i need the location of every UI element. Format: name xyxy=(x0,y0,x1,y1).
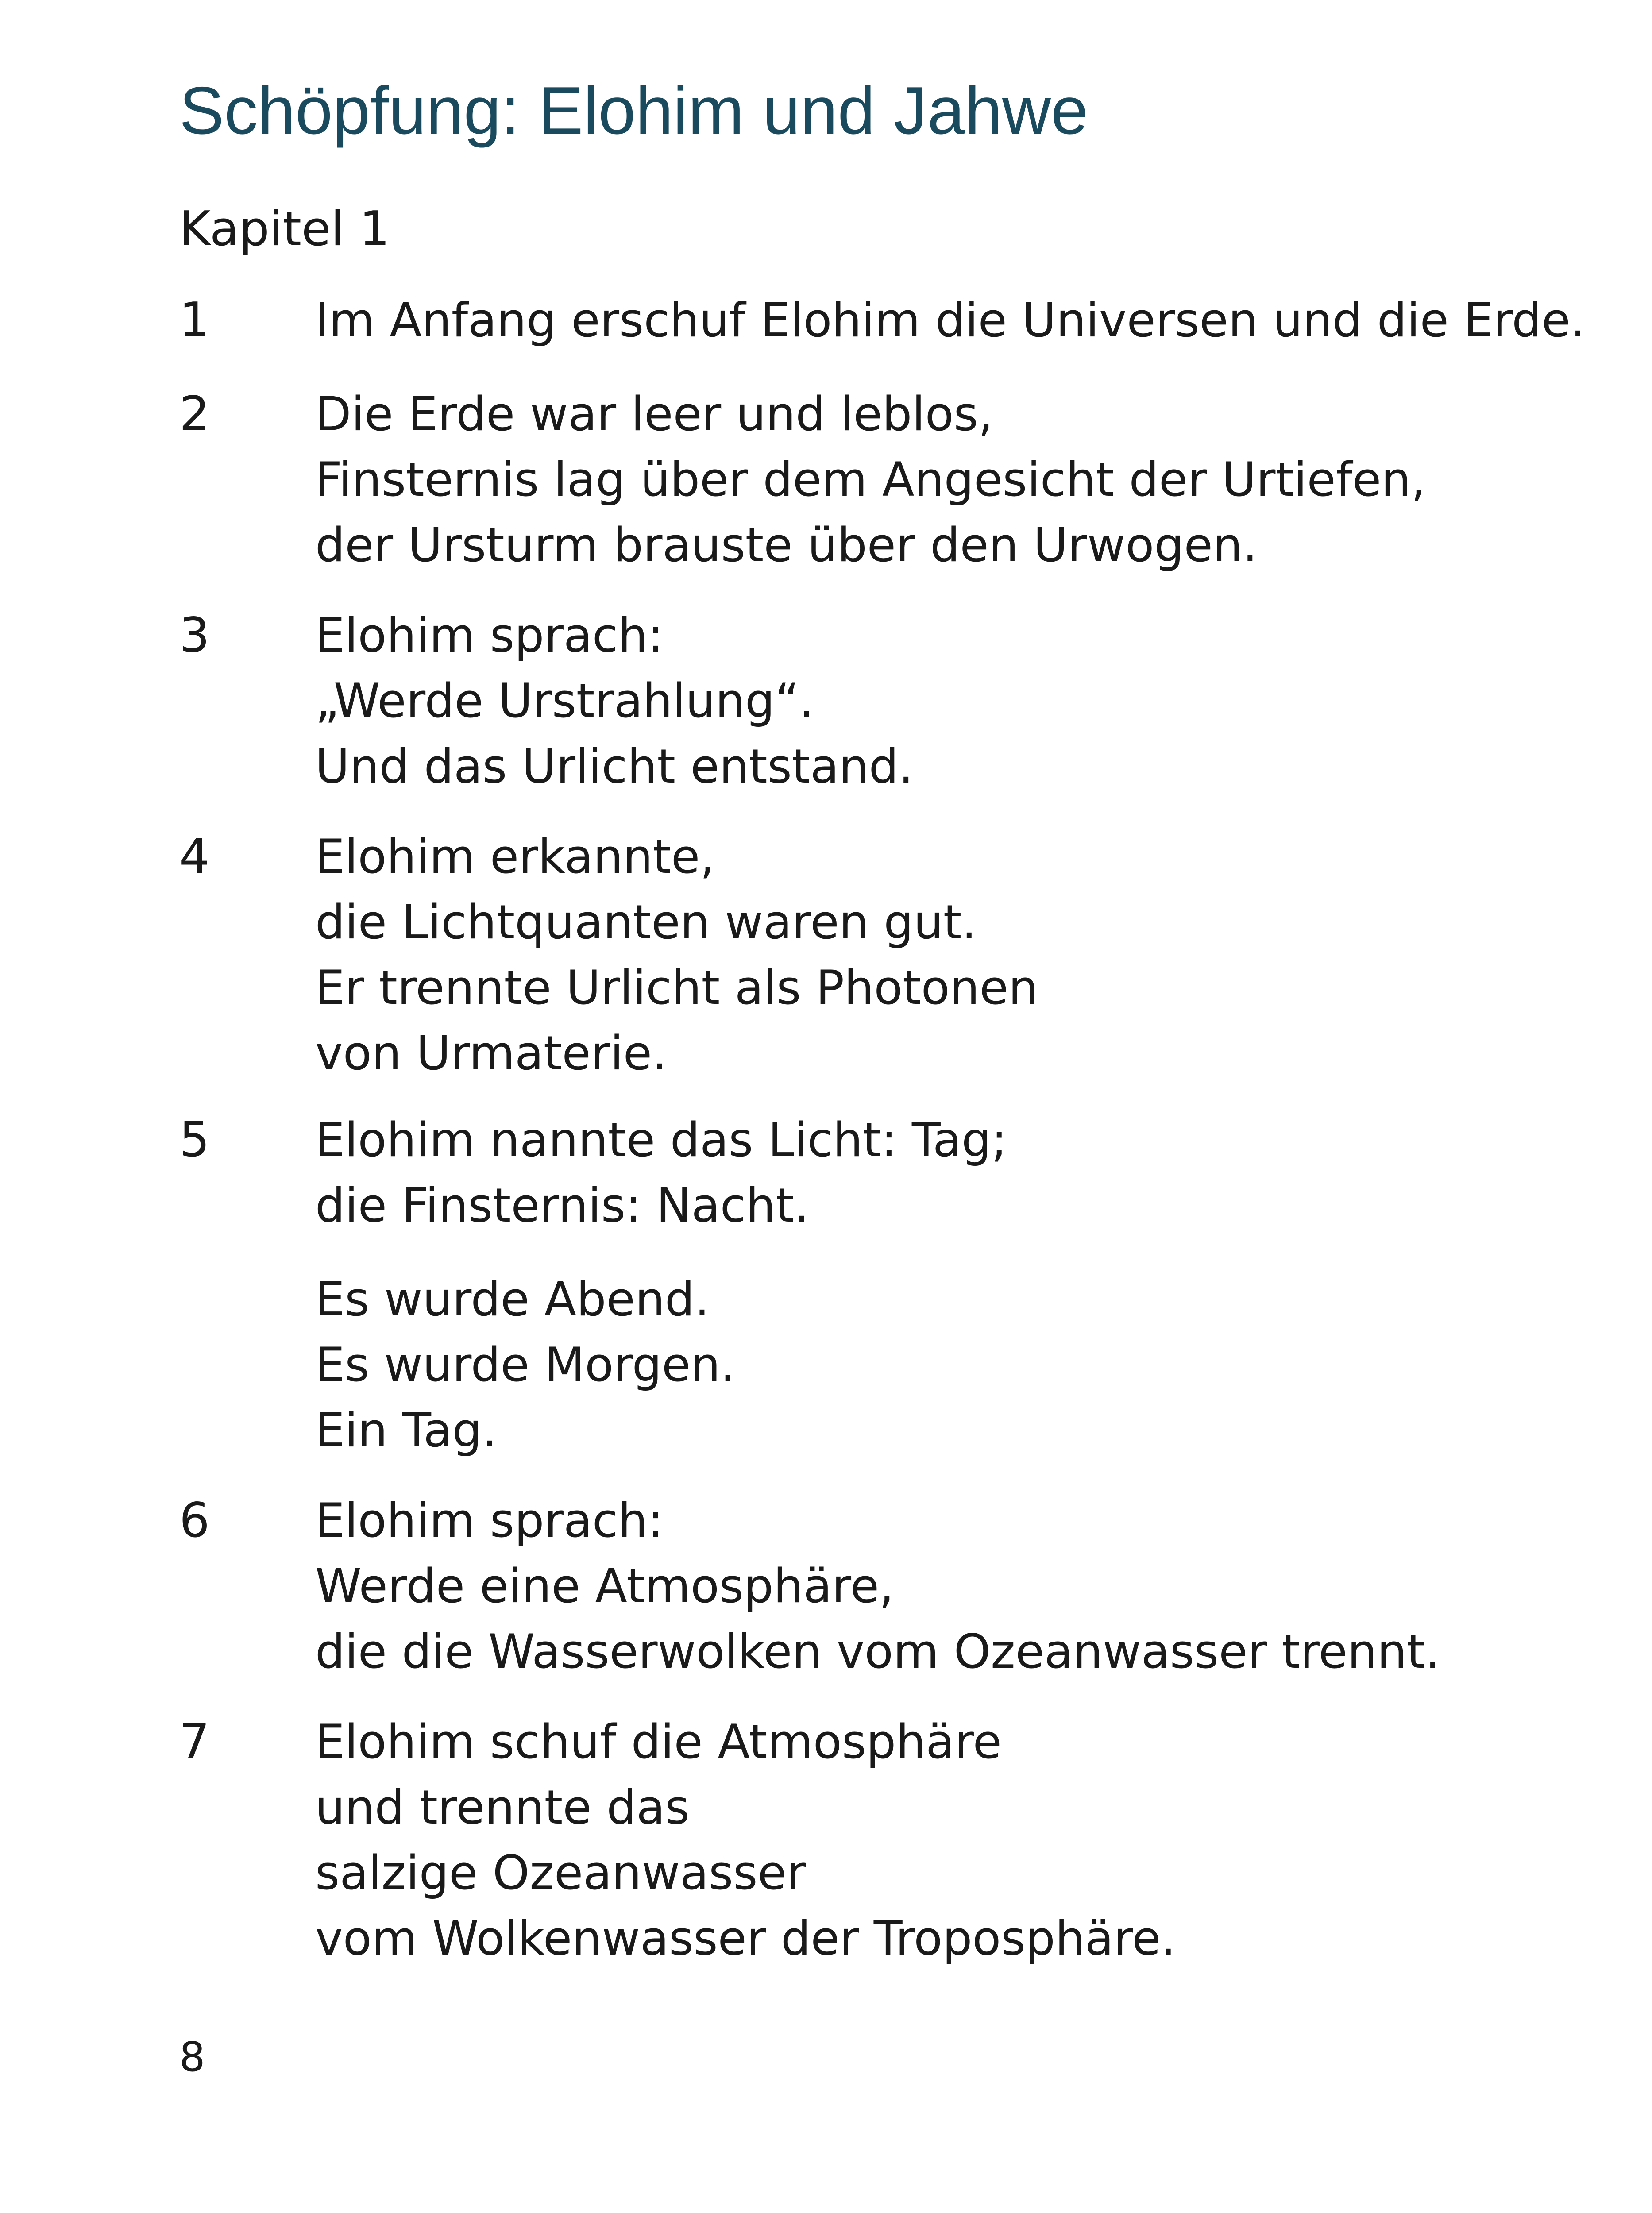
verse-line: die Lichtquanten waren gut. xyxy=(315,895,977,949)
verse-text xyxy=(315,1709,1176,1971)
verse-text xyxy=(315,1488,1440,1685)
verse-number: 2 xyxy=(179,386,210,442)
verse-line: Werde eine Atmosphäre, xyxy=(315,1559,894,1613)
verse-number: 7 xyxy=(179,1714,210,1770)
verse-line: von Urmaterie. xyxy=(315,1026,667,1080)
verse-line: Die Erde war leer und leblos, xyxy=(315,387,993,441)
verse-line: Finsternis lag über dem Angesicht der Urtiefen, xyxy=(315,452,1426,507)
verse-line: die Finsternis: Nacht. xyxy=(315,1178,809,1233)
verse-number: 4 xyxy=(179,829,210,884)
verse-text xyxy=(315,288,1585,353)
page-number: 8 xyxy=(179,2033,205,2081)
verse-line: Elohim schuf die Atmosphäre xyxy=(315,1715,1002,1769)
verse-line: Es wurde Morgen. xyxy=(315,1338,736,1392)
verse-line: Elohim nannte das Licht: Tag; xyxy=(315,1113,1007,1167)
verse-line: Elohim sprach: xyxy=(315,608,664,663)
verse-line: Er trennte Urlicht als Photonen xyxy=(315,960,1038,1015)
page-title: Schöpfung: Elohim und Jahwe xyxy=(179,73,1088,148)
verse-line: Und das Urlicht entstand. xyxy=(315,739,914,794)
verse-text xyxy=(315,603,914,799)
verse-line: „Werde Urstrahlung“. xyxy=(315,674,814,728)
verse-line: salzige Ozeanwasser xyxy=(315,1846,806,1900)
verse-text xyxy=(315,1267,735,1463)
chapter-heading: Kapitel 1 xyxy=(179,201,390,257)
verse-number: 1 xyxy=(179,293,210,348)
verse-number: 5 xyxy=(179,1112,210,1168)
verse-line: Es wurde Abend. xyxy=(315,1272,710,1326)
verse-line: Im Anfang erschuf Elohim die Universen und die Erde. xyxy=(315,293,1586,347)
verse-line: Ein Tag. xyxy=(315,1403,497,1457)
verse-text xyxy=(315,1107,1007,1238)
verse-line: die die Wasserwolken vom Ozeanwasser trennt. xyxy=(315,1624,1440,1679)
verse-line: Elohim erkannte, xyxy=(315,829,715,884)
verse-number: 6 xyxy=(179,1493,210,1548)
verse-number: 3 xyxy=(179,608,210,663)
verse-line: vom Wolkenwasser der Troposphäre. xyxy=(315,1911,1176,1966)
verse-line: Elohim sprach: xyxy=(315,1493,664,1548)
verse-line: und trennte das xyxy=(315,1780,690,1835)
verse-line: der Ursturm brauste über den Urwogen. xyxy=(315,518,1258,572)
verse-text xyxy=(315,382,1426,578)
verse-text xyxy=(315,824,1038,1086)
